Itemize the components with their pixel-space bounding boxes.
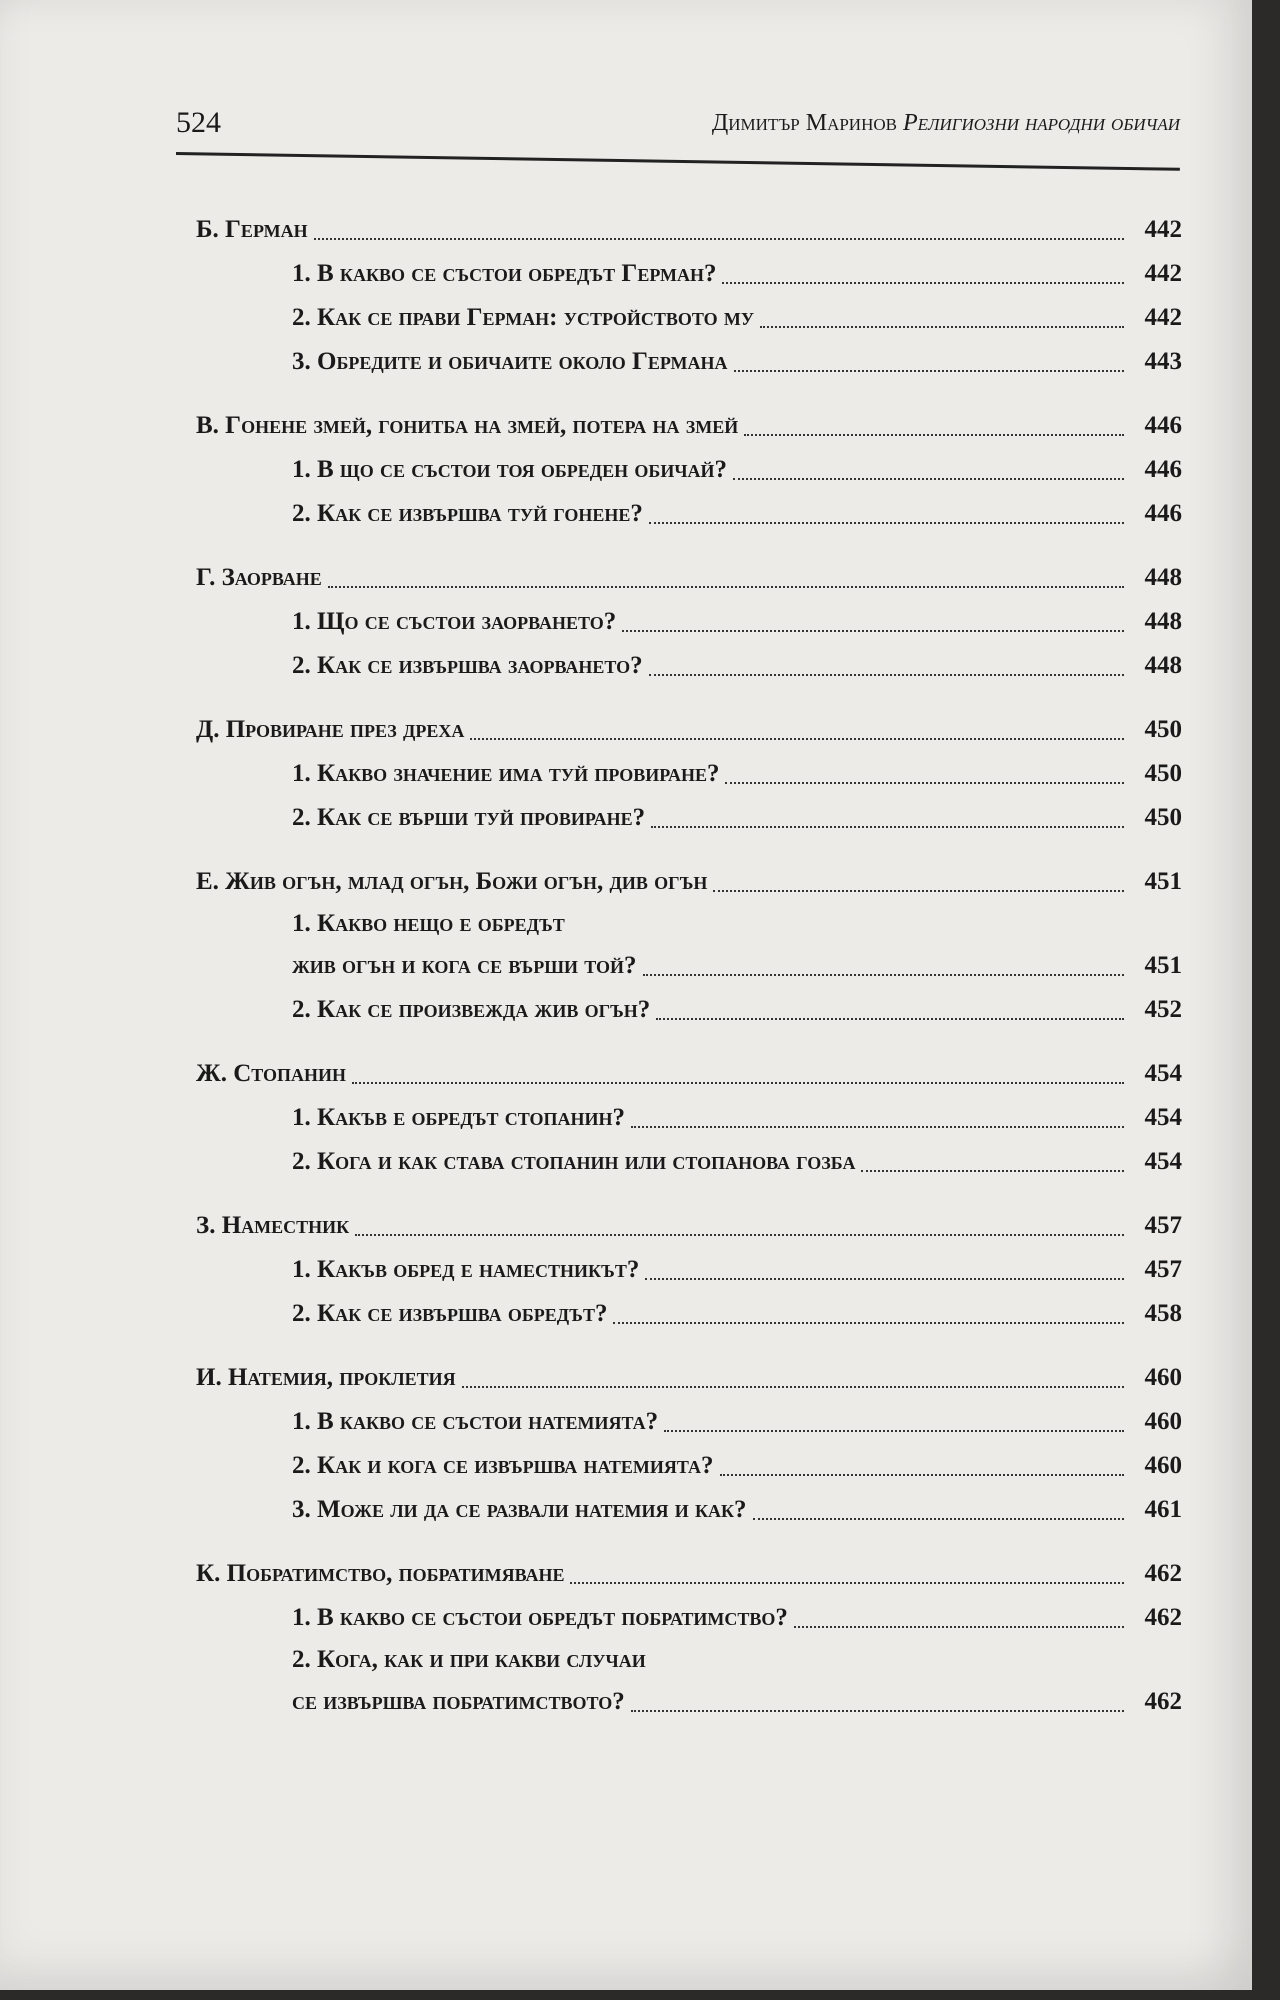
toc-item-label: жив огън и кога се върши той? <box>292 952 637 979</box>
dot-leader <box>352 1082 1124 1084</box>
toc-item-label: 2. Как се извършва заорването? <box>292 652 643 679</box>
page-number: 524 <box>176 106 221 139</box>
toc-item <box>196 1140 1182 1184</box>
dot-leader <box>570 1582 1124 1584</box>
toc-item-label: 1. Какво значение има туй провиране? <box>292 760 720 787</box>
toc-item-label: 2. Как се прави Герман: устройството му <box>292 304 755 331</box>
dot-leader <box>753 1518 1124 1520</box>
toc-item-page-number: 461 <box>1144 1496 1182 1523</box>
author-name: Димитър Маринов <box>711 110 897 136</box>
toc-item <box>196 752 1182 796</box>
toc-item-label: 1. В какво се състои обредът Герман? <box>292 260 717 287</box>
toc-item <box>196 1400 1182 1444</box>
dot-leader <box>722 282 1124 284</box>
dot-leader <box>631 1126 1124 1128</box>
toc-item-label: 2. Как се произвежда жив огън? <box>292 996 651 1023</box>
toc-item-label-line: 2. Кога, как и при какви случаи <box>292 1646 646 1673</box>
toc-item-label: се извършва побратимството? <box>292 1688 625 1715</box>
toc-item <box>196 1292 1182 1336</box>
toc-item <box>196 448 1182 492</box>
dot-leader <box>462 1386 1124 1388</box>
dot-leader <box>613 1322 1124 1324</box>
header-rule <box>176 152 1180 171</box>
toc-section-title-label: К. Побратимство, побратимяване <box>196 1560 565 1587</box>
toc-section-title <box>196 1204 1182 1248</box>
toc-section-title-label: Ж. Стопанин <box>196 1060 347 1087</box>
toc-section-title-page-number: 446 <box>1144 412 1182 439</box>
table-of-contents <box>196 208 1182 1744</box>
dot-leader <box>649 674 1124 676</box>
dot-leader <box>713 890 1124 892</box>
toc-item <box>196 1444 1182 1488</box>
toc-section <box>196 1356 1182 1532</box>
toc-item-label: 2. Кога и как става стопанин или стопанова гозба <box>292 1148 856 1175</box>
toc-item-page-number: 454 <box>1144 1104 1182 1131</box>
toc-item-label: 1. Какъв е обредът стопанин? <box>292 1104 626 1131</box>
running-header <box>176 106 1180 152</box>
toc-section-title <box>196 404 1182 448</box>
toc-item-page-number: 462 <box>1144 1604 1182 1631</box>
toc-section-title-page-number: 460 <box>1144 1364 1182 1391</box>
dot-leader <box>314 238 1124 240</box>
toc-item-label: 1. В що се състои тоя обреден обичай? <box>292 456 728 483</box>
toc-section-title-label: И. Натемия, проклетия <box>196 1364 456 1391</box>
toc-section-title-page-number: 448 <box>1144 564 1182 591</box>
toc-section-title-page-number: 450 <box>1144 716 1182 743</box>
toc-section-title <box>196 708 1182 752</box>
running-title <box>712 110 1180 137</box>
toc-item <box>196 644 1182 688</box>
toc-item <box>196 988 1182 1032</box>
toc-section-title-label: З. Наместник <box>196 1212 350 1239</box>
toc-item-label-line: 1. Какво нещо е обредът <box>292 910 565 937</box>
toc-item-page-number: 454 <box>1144 1148 1182 1175</box>
toc-item <box>196 1596 1182 1640</box>
toc-item-page-number: 448 <box>1144 652 1182 679</box>
toc-section-title-page-number: 457 <box>1144 1212 1182 1239</box>
toc-item-page-number: 442 <box>1144 260 1182 287</box>
dot-leader <box>725 782 1124 784</box>
dot-leader <box>733 478 1124 480</box>
dot-leader <box>656 1018 1124 1020</box>
toc-section <box>196 1552 1182 1724</box>
dot-leader <box>664 1430 1124 1432</box>
toc-item-label: 3. Може ли да се развали натемия и как? <box>292 1496 747 1523</box>
toc-item-label: 2. Как и кога се извършва натемията? <box>292 1452 714 1479</box>
toc-item-page-number: 448 <box>1144 608 1182 635</box>
toc-section-title-page-number: 462 <box>1144 1560 1182 1587</box>
toc-section-title-page-number: 454 <box>1144 1060 1182 1087</box>
toc-item <box>196 252 1182 296</box>
dot-leader <box>760 326 1124 328</box>
dot-leader <box>734 370 1124 372</box>
toc-item-page-number: 446 <box>1144 456 1182 483</box>
toc-item-page-number: 458 <box>1144 1300 1182 1327</box>
toc-item <box>196 492 1182 536</box>
book-title: Религиозни народни обичаи <box>902 110 1180 136</box>
dot-leader <box>720 1474 1124 1476</box>
toc-section <box>196 860 1182 1032</box>
toc-item <box>196 944 1182 988</box>
toc-section-title-page-number: 442 <box>1144 216 1182 243</box>
toc-section-title <box>196 860 1182 904</box>
toc-item-label: 2. Как се извършва обредът? <box>292 1300 608 1327</box>
toc-item-page-number: 442 <box>1144 304 1182 331</box>
toc-section-title <box>196 556 1182 600</box>
dot-leader <box>622 630 1124 632</box>
toc-section-title-label: Г. Заорване <box>196 564 322 591</box>
toc-item <box>196 296 1182 340</box>
toc-item <box>196 1488 1182 1532</box>
toc-item-label: 2. Как се извършва туй гонене? <box>292 500 643 527</box>
toc-section-title-label: Е. Жив огън, млад огън, Божи огън, див огън <box>196 868 708 895</box>
dot-leader <box>470 738 1124 740</box>
toc-item <box>196 1680 1182 1724</box>
toc-item-page-number: 450 <box>1144 760 1182 787</box>
toc-item-page-number: 460 <box>1144 1408 1182 1435</box>
dot-leader <box>744 434 1124 436</box>
dot-leader <box>643 974 1125 976</box>
toc-section-title <box>196 208 1182 252</box>
toc-item-label: 2. Как се върши туй провиране? <box>292 804 646 831</box>
toc-section-title-page-number: 451 <box>1144 868 1182 895</box>
dot-leader <box>631 1710 1124 1712</box>
toc-item-page-number: 452 <box>1144 996 1182 1023</box>
dot-leader <box>649 522 1124 524</box>
toc-item-page-number: 460 <box>1144 1452 1182 1479</box>
toc-section-title-label: Б. Герман <box>196 216 308 243</box>
toc-item-label: 3. Обредите и обичаите около Германа <box>292 348 728 375</box>
toc-item-label: 1. Какъв обред е наместникът? <box>292 1256 640 1283</box>
toc-item-page-number: 451 <box>1144 952 1182 979</box>
toc-section-title <box>196 1356 1182 1400</box>
toc-item-page-number: 446 <box>1144 500 1182 527</box>
toc-item <box>196 340 1182 384</box>
toc-item <box>196 600 1182 644</box>
toc-section <box>196 1052 1182 1184</box>
dot-leader <box>794 1626 1124 1628</box>
toc-item-page-number: 443 <box>1144 348 1182 375</box>
toc-section-title-label: Д. Провиране през дреха <box>196 716 465 743</box>
toc-item-page-number: 462 <box>1144 1688 1182 1715</box>
toc-item-label: 1. В какво се състои натемията? <box>292 1408 659 1435</box>
toc-section <box>196 708 1182 840</box>
toc-section <box>196 1204 1182 1336</box>
toc-section-title-label: В. Гонене змей, гонитба на змей, потера на змей <box>196 412 739 439</box>
toc-item-label: 1. Що се състои заорването? <box>292 608 617 635</box>
toc-section-title <box>196 1552 1182 1596</box>
toc-item <box>196 796 1182 840</box>
toc-section <box>196 208 1182 384</box>
toc-section <box>196 556 1182 688</box>
toc-item-label: 1. В какво се състои обредът побратимство? <box>292 1604 788 1631</box>
toc-section-title <box>196 1052 1182 1096</box>
dot-leader <box>651 826 1124 828</box>
dot-leader <box>328 586 1124 588</box>
toc-item-page-number: 457 <box>1144 1256 1182 1283</box>
dot-leader <box>645 1278 1124 1280</box>
toc-item <box>196 1096 1182 1140</box>
dot-leader <box>861 1170 1124 1172</box>
toc-item <box>196 1248 1182 1292</box>
dot-leader <box>355 1234 1124 1236</box>
toc-section <box>196 404 1182 536</box>
toc-item-page-number: 450 <box>1144 804 1182 831</box>
